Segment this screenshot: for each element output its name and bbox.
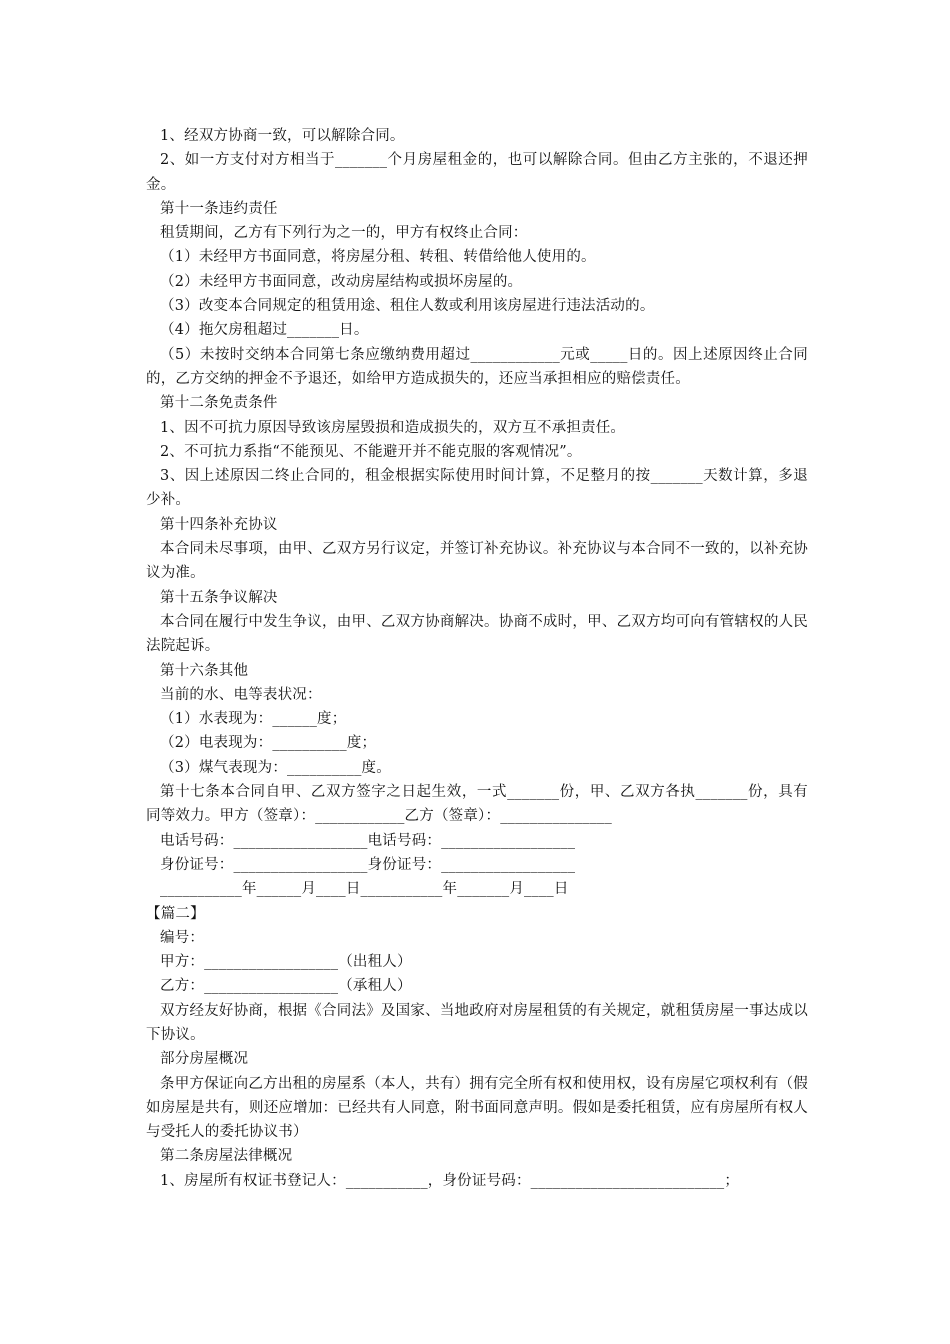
article-heading: 第十五条争议解决 [160, 589, 278, 606]
clause-paragraph: 1、经双方协商一致，可以解除合同。 [160, 128, 405, 144]
list-item: （2）电表现为：__________度； [160, 735, 377, 752]
signature-line: 身份证号：__________________身份证号：__________________ [160, 856, 576, 873]
date-line: ___________年______月____日___________年_______月____日 [160, 881, 569, 898]
party-line: 甲方：__________________（出租人） [160, 954, 412, 971]
clause-paragraph: 本合同未尽事项，由甲、乙双方另行议定，并签订补充协议。补充协议与本合同不一致的，以补充协议为准。 [146, 541, 808, 582]
clause-paragraph: 第十七条本合同自甲、乙双方签字之日起生效，一式_______份，甲、乙双方各执_______份，具有同等效力。甲方（签章）：____________乙方（签章）：_______________ [146, 784, 808, 825]
section-title: 【篇二】 [146, 905, 205, 922]
clause-paragraph: 租赁期间，乙方有下列行为之一的，甲方有权终止合同： [160, 225, 528, 242]
document-body [146, 124, 808, 1193]
number-line: 编号： [160, 929, 205, 946]
article-heading: 第十四条补充协议 [160, 516, 278, 533]
article-heading: 第十六条其他 [160, 662, 249, 679]
article-heading: 第二条房屋法律概况 [160, 1148, 293, 1165]
list-item: （3）改变本合同规定的租赁用途、租住人数或利用该房屋进行违法活动的。 [160, 298, 655, 315]
clause-paragraph: 1、因不可抗力原因导致该房屋毁损和造成损失的，双方互不承担责任。 [160, 419, 626, 436]
list-item: （2）未经甲方书面同意，改动房屋结构或损坏房屋的。 [160, 273, 523, 290]
article-heading: 第十一条违约责任 [160, 200, 278, 217]
article-heading: 第十二条免责条件 [160, 395, 278, 412]
article-heading: 部分房屋概况 [160, 1051, 249, 1068]
clause-paragraph: 当前的水、电等表状况： [160, 686, 322, 703]
clause-paragraph: 条甲方保证向乙方出租的房屋系（本人，共有）拥有完全所有权和使用权，设有房屋它项权利有（假如房屋是共有，则还应增加：已经共有人同意，附书面同意声明。假如是委托租赁，应有房屋所有权人与受托人的委托协议书） [146, 1075, 808, 1141]
signature-line: 电话号码：__________________电话号码：__________________ [160, 832, 576, 849]
list-item: （4）拖欠房租超过_______日。 [160, 322, 369, 339]
list-item: （1）水表现为：______度； [160, 711, 347, 728]
list-item: （1）未经甲方书面同意，将房屋分租、转租、转借给他人使用的。 [160, 249, 596, 266]
clause-paragraph: 本合同在履行中发生争议，由甲、乙双方协商解决。协商不成时，甲、乙双方均可向有管辖权的人民法院起诉。 [146, 613, 808, 655]
list-item: （3）煤气表现为：__________度。 [160, 759, 391, 776]
party-line: 乙方：__________________（承租人） [160, 978, 412, 995]
clause-paragraph: 1、房屋所有权证书登记人：___________，身份证号码：__________________________； [160, 1172, 740, 1189]
clause-paragraph: 3、因上述原因二终止合同的，租金根据实际使用时间计算，不足整月的按_______天数计算，多退少补。 [146, 468, 808, 509]
clause-paragraph: 双方经友好协商，根据《合同法》及国家、当地政府对房屋租赁的有关规定，就租赁房屋一事达成以下协议。 [146, 1002, 808, 1043]
clause-paragraph: 2、不可抗力系指“不能预见、不能避开并不能克服的客观情况”。 [160, 443, 582, 460]
clause-paragraph: 2、如一方支付对方相当于_______个月房屋租金的，也可以解除合同。但由乙方主张的，不退还押金。 [146, 152, 808, 193]
list-item: （5）未按时交纳本合同第七条应缴纳费用超过____________元或_____日的。因上述原因终止合同的，乙方交纳的押金不予退还，如给甲方造成损失的，还应当承担相应的赔偿责任。 [146, 346, 808, 387]
